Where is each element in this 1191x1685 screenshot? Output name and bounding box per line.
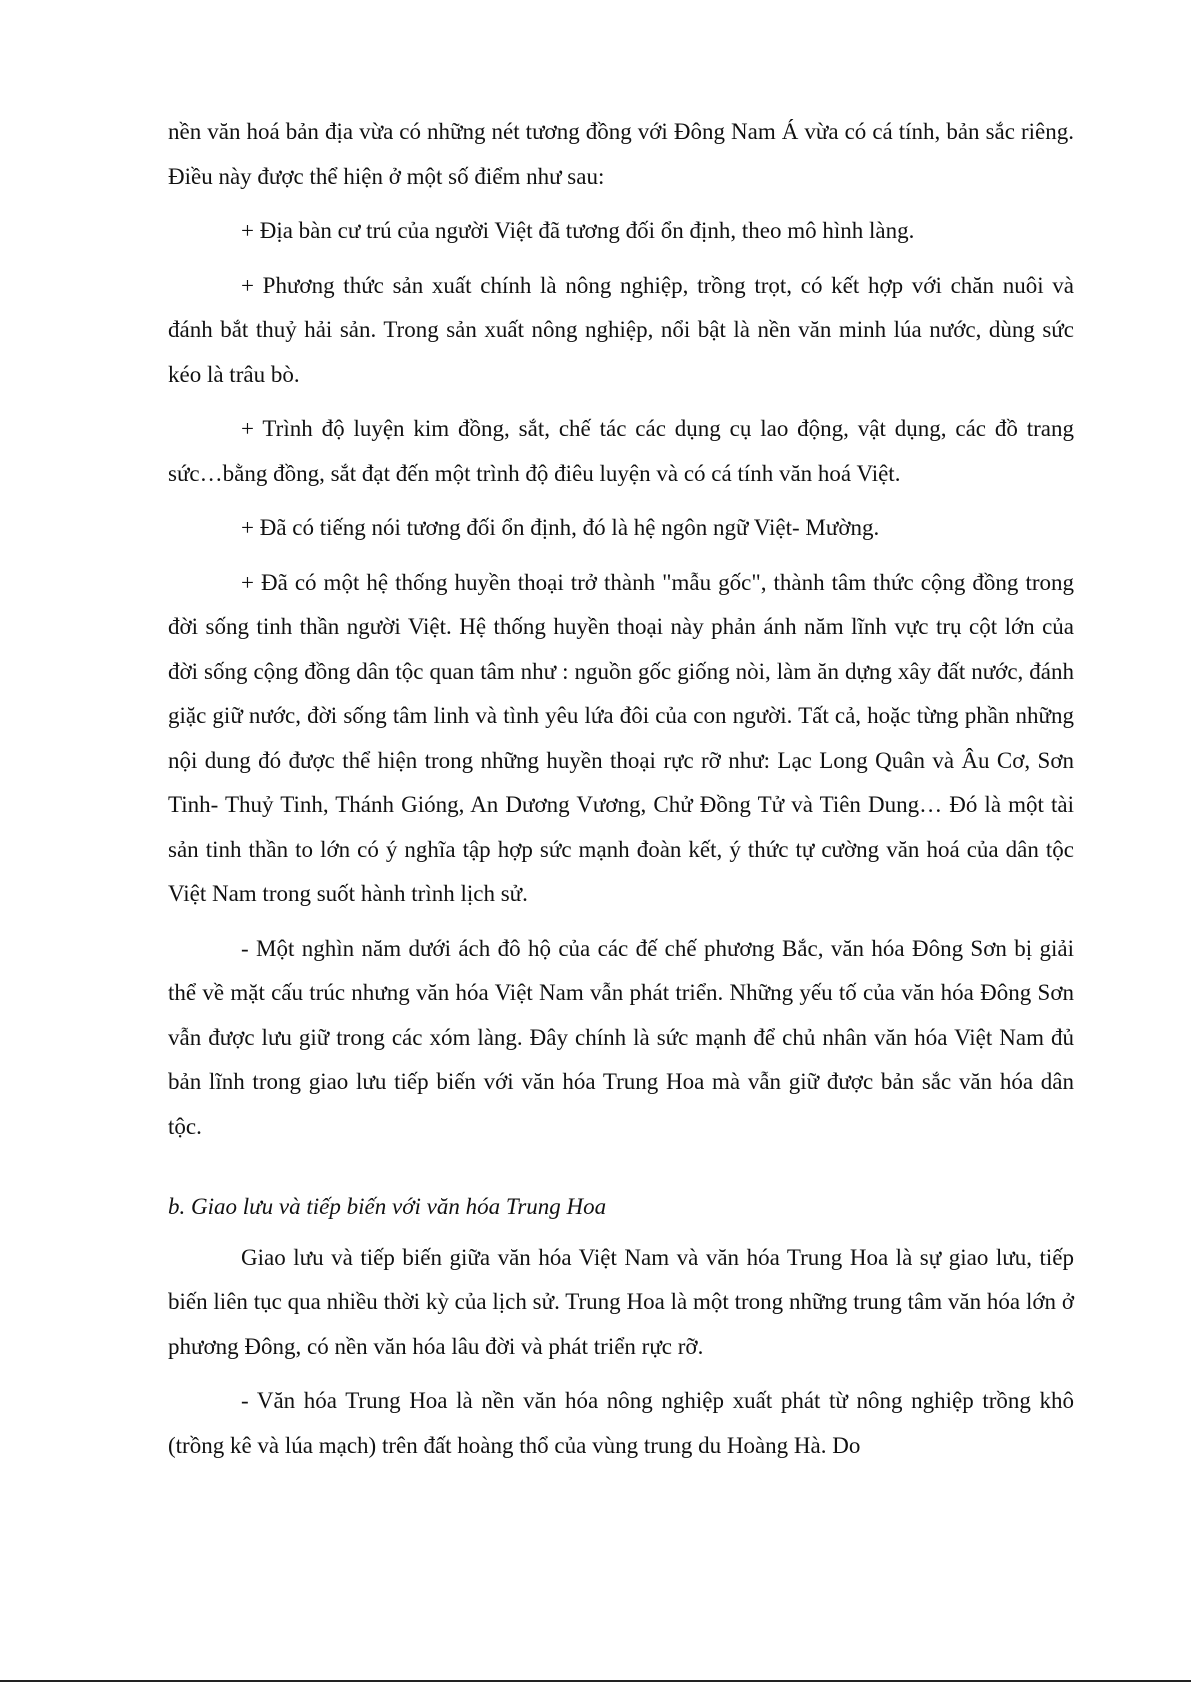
paragraph: + Phương thức sản xuất chính là nông nghiệp, trồng trọt, có kết hợp với chăn nuôi và đánh bắt thuỷ hải sản. Trong sản xuất nông nghiệp, nổi bật là nền văn minh lúa nước, dùng sức kéo là trâu bò. <box>168 272 1074 387</box>
paragraph: nền văn hoá bản địa vừa có những nét tương đồng với Đông Nam Á vừa có cá tính, bản sắc riêng. Điều này được thể hiện ở một số điểm như sau: <box>168 119 1074 189</box>
document-body-part1 <box>168 110 1074 1149</box>
paragraph: + Trình độ luyện kim đồng, sắt, chế tác các dụng cụ lao động, vật dụng, các đồ trang sức…bằng đồng, sắt đạt đến một trình độ điêu luyện và có cá tính văn hoá Việt. <box>168 416 1074 486</box>
section-heading: b. Giao lưu và tiếp biến với văn hóa Trung Hoa <box>168 1194 607 1219</box>
paragraph: - Văn hóa Trung Hoa là nền văn hóa nông nghiệp xuất phát từ nông nghiệp trồng khô (trồng kê và lúa mạch) trên đất hoàng thổ của vùng trung du Hoàng Hà. Do <box>168 1388 1074 1458</box>
paragraph: + Đã có tiếng nói tương đối ổn định, đó là hệ ngôn ngữ Việt- Mường. <box>241 515 880 540</box>
document-page <box>168 110 1074 1478</box>
page-bottom-rule <box>0 1680 1191 1682</box>
paragraph: Giao lưu và tiếp biến giữa văn hóa Việt Nam và văn hóa Trung Hoa là sự giao lưu, tiếp biến liên tục qua nhiều thời kỳ của lịch sử. Trung Hoa là một trong những trung tâm văn hóa lớn ở phương Đông, có nền văn hóa lâu đời và phát triển rực rỡ. <box>168 1244 1074 1359</box>
paragraph: + Đã có một hệ thống huyền thoại trở thành "mẫu gốc", thành tâm thức cộng đồng trong đời sống tinh thần người Việt. Hệ thống huyền thoại này phản ánh năm lĩnh vực trụ cột lớn của đời sống cộng đồng dân tộc quan tâm như : nguồn gốc giống nòi, làm ăn dựng xây đất nước, đánh giặc giữ nước, đời sống tâm linh và tình yêu lứa đôi của con người. Tất cả, hoặc từng phần những nội dung đó được thể hiện trong những huyền thoại rực rỡ như: Lạc Long Quân và Âu Cơ, Sơn Tinh- Thuỷ Tinh, Thánh Gióng, An Dương Vương, Chử Đồng Tử và Tiên Dung… Đó là một tài sản tinh thần to lớn có ý nghĩa tập hợp sức mạnh đoàn kết, ý thức tự cường văn hoá của dân tộc Việt Nam trong suốt hành trình lịch sử. <box>168 569 1074 906</box>
paragraph: - Một nghìn năm dưới ách đô hộ của các đế chế phương Bắc, văn hóa Đông Sơn bị giải thể về mặt cấu trúc nhưng văn hóa Việt Nam vẫn phát triển. Những yếu tố của văn hóa Đông Sơn vẫn được lưu giữ trong các xóm làng. Đây chính là sức mạnh để chủ nhân văn hóa Việt Nam đủ bản lĩnh trong giao lưu tiếp biến với văn hóa Trung Hoa mà vẫn giữ được bản sắc văn hóa dân tộc. <box>168 935 1074 1139</box>
paragraph: + Địa bàn cư trú của người Việt đã tương đối ổn định, theo mô hình làng. <box>241 218 915 243</box>
document-body-part2 <box>168 1236 1074 1469</box>
